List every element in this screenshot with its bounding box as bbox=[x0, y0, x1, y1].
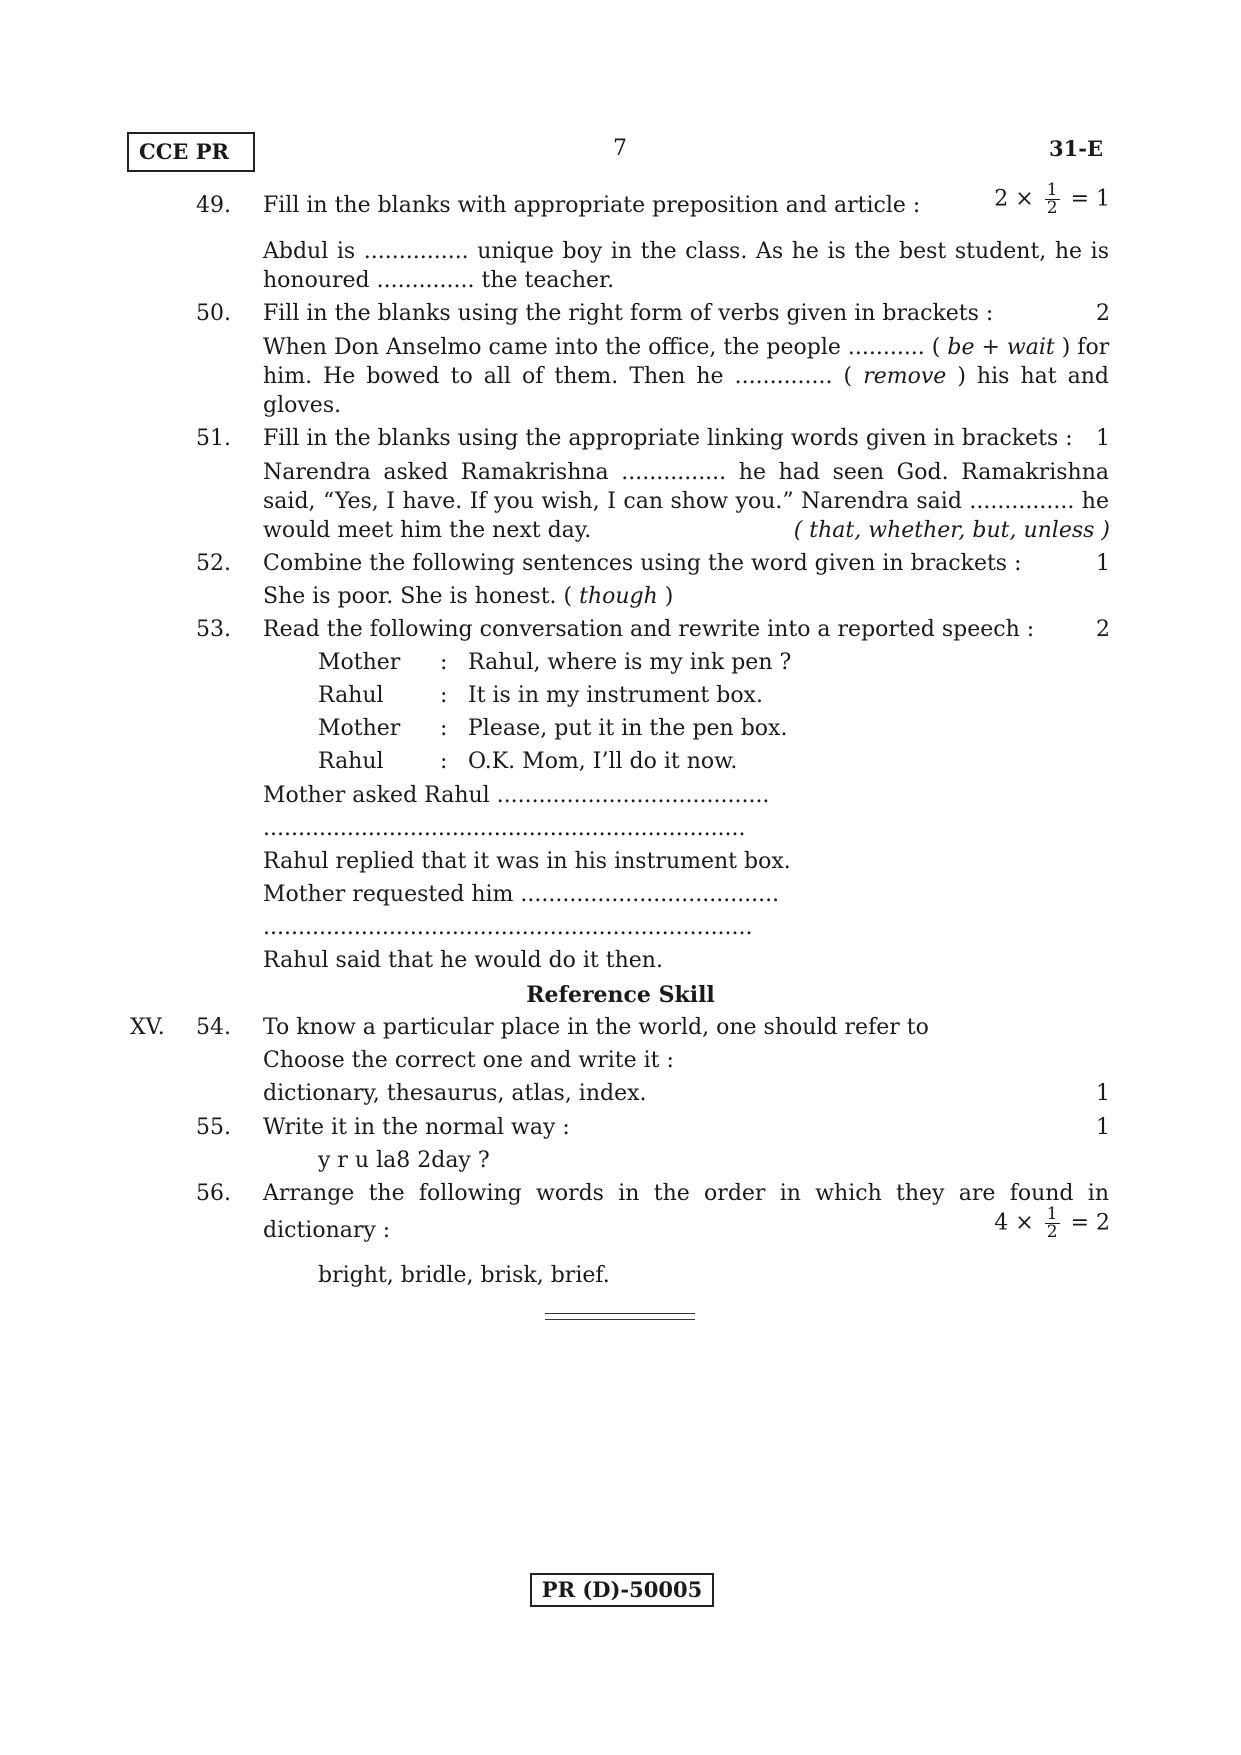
fill-blank-line: gloves. bbox=[263, 393, 342, 418]
marks: 1 bbox=[1096, 1115, 1110, 1140]
answer-line: ...................................................................... bbox=[263, 915, 753, 940]
question-number: 52. bbox=[196, 551, 231, 576]
dialogue-line: Please, put it in the pen box. bbox=[468, 716, 788, 741]
header-left-box: CCE PR bbox=[127, 132, 255, 172]
fill-blank-line: Narendra asked Ramakrishna ............... he had seen God. Ramakrishna bbox=[263, 460, 1109, 485]
end-double-rule bbox=[545, 1313, 695, 1320]
fill-blank-line: When Don Anselmo came into the office, the people ........... ( be + wait ) for bbox=[263, 335, 1110, 360]
answer-line: Rahul replied that it was in his instrument box. bbox=[263, 849, 791, 874]
question-text: Fill in the blanks using the appropriate linking words given in brackets : bbox=[263, 426, 1073, 451]
footer-code-box: PR (D)-50005 bbox=[530, 1573, 714, 1607]
sms-text: y r u la8 2day ? bbox=[318, 1148, 490, 1173]
marks: 1 bbox=[1096, 551, 1110, 576]
question-number: 53. bbox=[196, 617, 231, 642]
colon: : bbox=[440, 650, 448, 675]
header-right-code: 31-E bbox=[1049, 136, 1103, 161]
marks: 2 × $\frac{1}{2}$ = 1 bbox=[994, 180, 1110, 218]
fill-blank-line: would meet him the next day. bbox=[263, 518, 592, 543]
linking-word-options: ( that, whether, but, unless ) bbox=[793, 518, 1110, 543]
marks: 2 bbox=[1096, 301, 1110, 326]
question-text: To know a particular place in the world, one should refer to bbox=[263, 1015, 929, 1040]
dialogue-line: O.K. Mom, I’ll do it now. bbox=[468, 749, 738, 774]
question-number: 50. bbox=[196, 301, 231, 326]
marks: 1 bbox=[1096, 426, 1110, 451]
question-text: Write it in the normal way : bbox=[263, 1115, 570, 1140]
fraction: $\frac{1}{2}$ bbox=[1046, 180, 1058, 218]
marks: 2 bbox=[1096, 617, 1110, 642]
speaker: Rahul bbox=[318, 683, 384, 708]
question-text: Read the following conversation and rewrite into a reported speech : bbox=[263, 617, 1035, 642]
question-number: 55. bbox=[196, 1115, 231, 1140]
question-number: 56. bbox=[196, 1181, 231, 1206]
section-heading: Reference Skill bbox=[526, 982, 715, 1008]
options-line: dictionary, thesaurus, atlas, index. bbox=[263, 1081, 647, 1106]
question-number: 51. bbox=[196, 426, 231, 451]
answer-line: Rahul said that he would do it then. bbox=[263, 948, 663, 973]
question-text: Choose the correct one and write it : bbox=[263, 1048, 674, 1073]
fill-blank-line: honoured .............. the teacher. bbox=[263, 268, 615, 293]
speaker: Mother bbox=[318, 716, 401, 741]
question-text: dictionary : bbox=[263, 1218, 391, 1243]
marks: 1 bbox=[1096, 1081, 1110, 1106]
colon: : bbox=[440, 749, 448, 774]
speaker: Rahul bbox=[318, 749, 384, 774]
question-text: Fill in the blanks with appropriate preposition and article : bbox=[263, 193, 921, 218]
word-list: bright, bridle, brisk, brief. bbox=[318, 1263, 610, 1288]
fill-blank-line: him. He bowed to all of them. Then he .............. ( remove ) his hat and bbox=[263, 364, 1109, 389]
colon: : bbox=[440, 683, 448, 708]
fill-blank-line: Abdul is ............... unique boy in the class. As he is the best student, he is bbox=[263, 239, 1109, 264]
fraction: $\frac{1}{2}$ bbox=[1046, 1204, 1058, 1242]
dialogue-line: Rahul, where is my ink pen ? bbox=[468, 650, 792, 675]
sentence-line: She is poor. She is honest. ( though ) bbox=[263, 584, 674, 609]
question-text: Fill in the blanks using the right form of verbs given in brackets : bbox=[263, 301, 994, 326]
dialogue-line: It is in my instrument box. bbox=[468, 683, 763, 708]
question-number: 49. bbox=[196, 193, 231, 218]
marks: 4 × $\frac{1}{2}$ = 2 bbox=[994, 1204, 1110, 1242]
question-text: Arrange the following words in the order in which they are found in bbox=[263, 1181, 1109, 1206]
section-roman-number: XV. bbox=[130, 1015, 165, 1040]
page-number: 7 bbox=[613, 136, 627, 161]
question-text: Combine the following sentences using the word given in brackets : bbox=[263, 551, 1022, 576]
answer-line: Mother asked Rahul ....................................... bbox=[263, 783, 770, 808]
fill-blank-line: said, “Yes, I have. If you wish, I can show you.” Narendra said ............... he bbox=[263, 489, 1109, 514]
answer-line: Mother requested him ..................................... bbox=[263, 882, 780, 907]
question-number: 54. bbox=[196, 1015, 231, 1040]
answer-line: ..................................................................... bbox=[263, 816, 746, 841]
speaker: Mother bbox=[318, 650, 401, 675]
colon: : bbox=[440, 716, 448, 741]
